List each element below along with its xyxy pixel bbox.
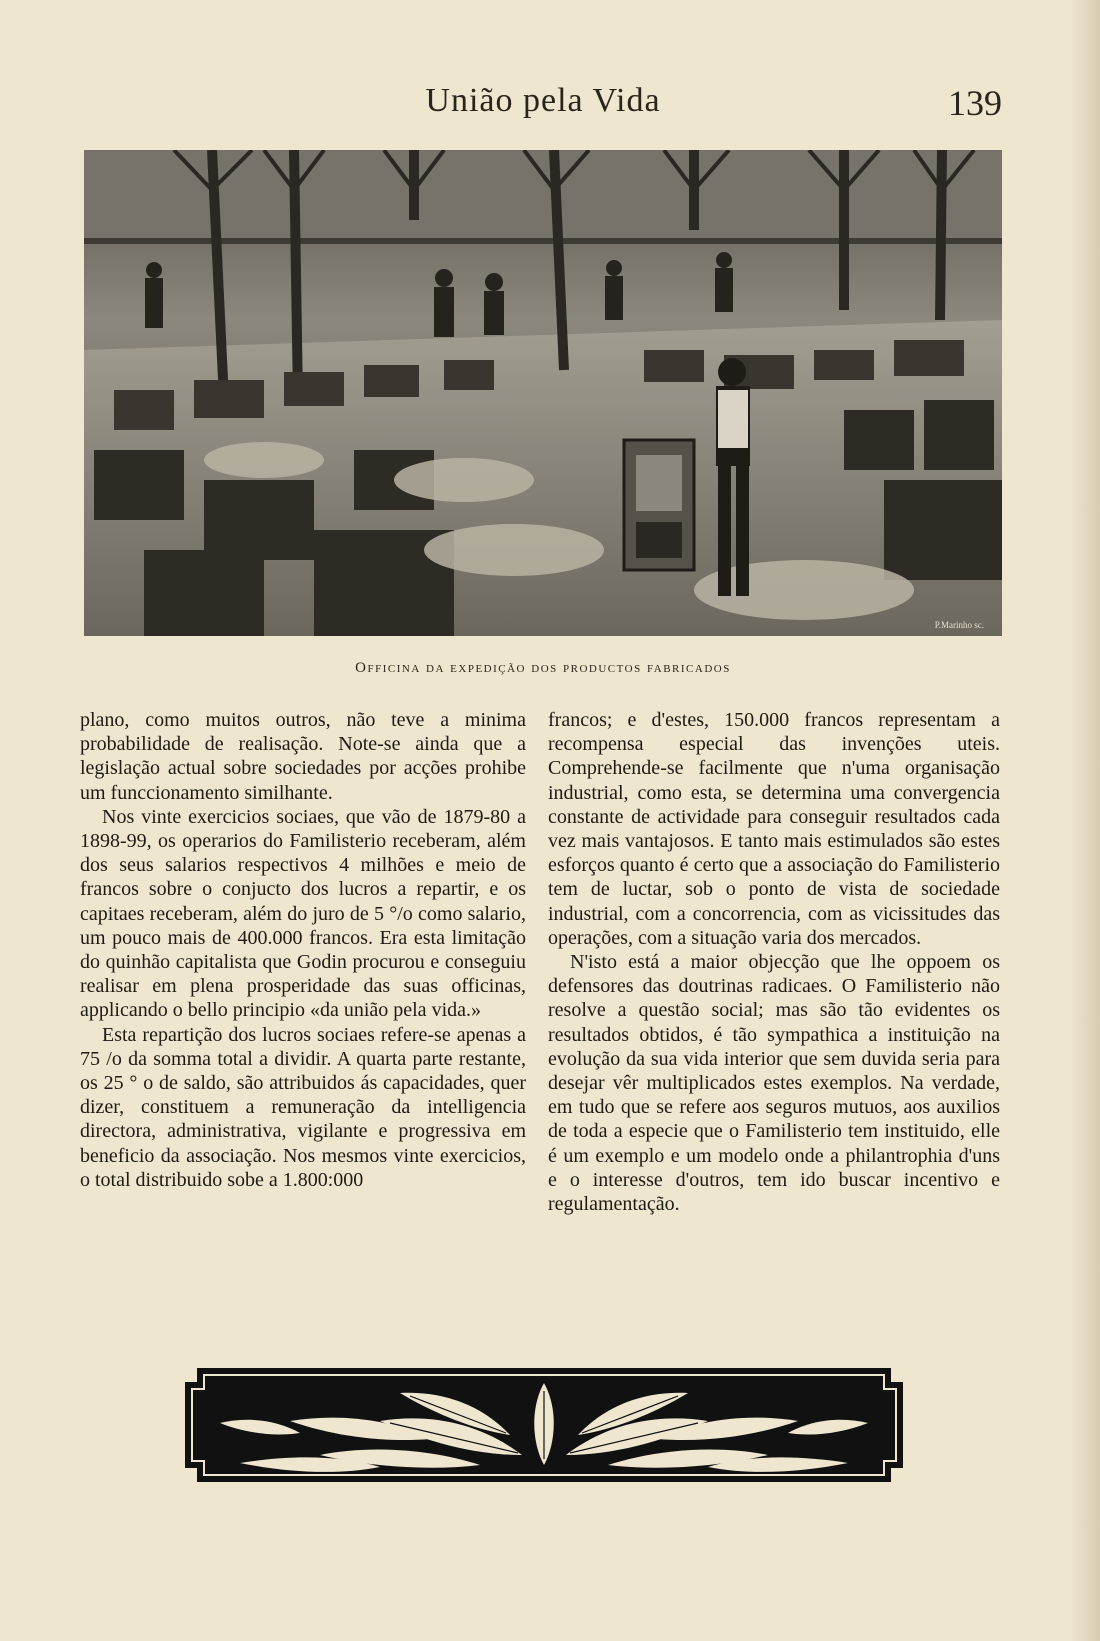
left-paragraph-1: plano, como muitos outros, não teve a minima probabilidade de realisação. Note-se ainda que a legislação actual sobre sociedades por acções prohibe um funccionamento similhante. [80,709,526,804]
page-edge-shadow [1070,0,1100,1641]
right-paragraph-2: N'isto está a maior objecção que lhe oppoem os defensores das doutrinas radicaes. O Familisterio não resolve a questão social; mas são tão evidentes os resultados obtidos, é tão sympathica a instituição na evolução da sua vida interior que sem duvida seria para desejar vêr multiplicados estes exemplos. Na verdade, em tudo que se refere aos seguros mutuos, aos auxilios de toda a especie que o Familisterio tem instituido, elle é um exemplo e um modelo onde a philantrophia d'uns e o interesse d'outros, tem ido buscar incentivo e regulamentação. [548,951,1000,1216]
workshop-photo-illustration [84,150,1002,636]
leaf-ornament-icon [180,1363,908,1487]
page-number: 139 [948,83,1002,123]
left-column [80,708,526,1192]
leaf-ornament-tailpiece [180,1363,908,1487]
running-title: União pela Vida [425,82,661,119]
page-header [84,82,1002,138]
workshop-photograph [84,150,1002,636]
right-column [548,708,1000,1216]
right-paragraph-1: francos; e d'estes, 150.000 francos representam a recompensa especial das invenções uteis. Comprehende-se facilmente que n'uma organisação industrial, como esta, se determina uma convergencia constante de actividade para conseguir resultados cada vez mais vantajosos. E tanto mais estimulados são estes esforços quanto é certo que a associação do Familisterio tem de luctar, sob o ponto de vista de sociedade industrial, com a concorrencia, com as vicissitudes das operações, com a situação varia dos mercados. [548,709,1000,949]
left-paragraph-2: Nos vinte exercicios sociaes, que vão de 1879-80 a 1898-99, os operarios do Familisterio receberam, além dos seus salarios respectivos 4 milhões e meio de francos sobre o conjucto dos lucros a repartir, e os capitaes receberam, além do juro de 5 °/o como salario, um pouco mais de 400.000 francos. Era esta limitação do quinhão capitalista que Godin procurou e conseguiu realisar em plena prosperidade das suas officinas, applicando o bello principio «da união pela vida.» [80,805,526,1022]
left-paragraph-3: Esta repartição dos lucros sociaes refere-se apenas a 75 /o da somma total a dividir. A quarta parte restante, os 25 ° o de saldo, são attribuidos ás capacidades, quer dizer, constituem a remuneração da intelligencia directora, administrativa, vigilante e progressiva em beneficio da associação. Nos mesmos vinte exercicios, o total distribuido sobe a 1.800:000 [80,1023,526,1191]
figure-caption: Officina da expedição dos productos fabricados [355,660,731,676]
photographer-mark: P.Marinho sc. [934,620,984,630]
